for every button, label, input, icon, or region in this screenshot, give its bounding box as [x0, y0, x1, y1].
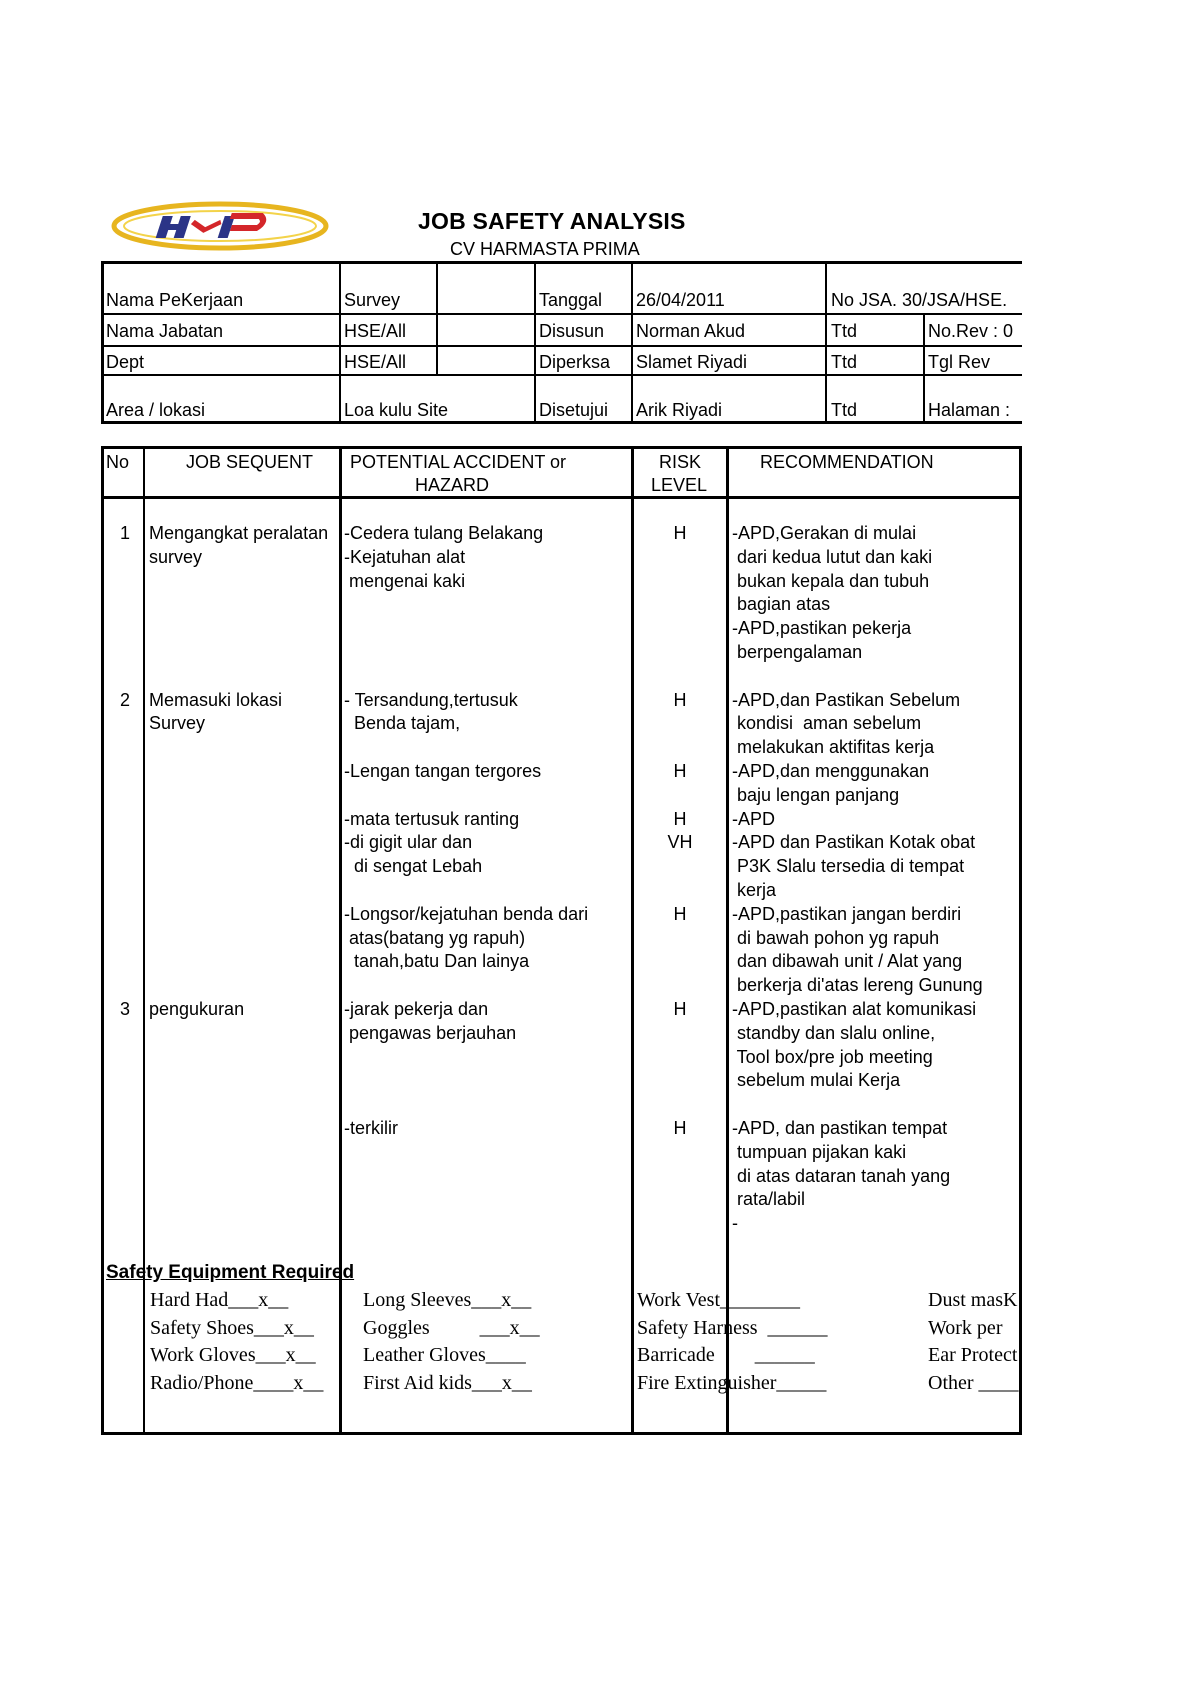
hazard-line: [344, 665, 588, 689]
risk-level-line: [634, 974, 726, 998]
no-column: [120, 522, 130, 1022]
hazard-line: [344, 784, 588, 808]
equipment-item: Fire Extinguisher_____: [637, 1371, 827, 1394]
job-sequence-line: [149, 808, 328, 832]
label-date: Tanggal: [539, 290, 603, 310]
no-line: [120, 617, 130, 641]
recommendation-line: di atas dataran tanah yang: [732, 1165, 951, 1186]
job-sequence-line: pengukuran: [149, 998, 245, 1019]
label-prepared-by: Disusun: [539, 321, 605, 341]
recommendation-line: standby dan slalu online,: [732, 1022, 936, 1043]
recommendation-line: -APD,dan menggunakan: [732, 760, 930, 781]
recommendation-line: Tool box/pre job meeting: [732, 1046, 933, 1067]
recommendation-line: dari kedua lutut dan kaki: [732, 546, 933, 567]
job-sequence-line: [149, 784, 328, 808]
recommendation-line: melakukan aktifitas kerja: [732, 737, 935, 758]
equipment-title: Safety Equipment Required: [106, 1262, 355, 1283]
risk-level-line: [634, 736, 726, 760]
risk-level-line: [634, 927, 726, 951]
job-sequence-line: [149, 831, 328, 855]
no-line: [120, 903, 130, 927]
equipment-column-1: [150, 1289, 323, 1399]
recommendation-line: -APD,pastikan alat komunikasi: [732, 998, 977, 1019]
equipment-item: Other ____: [928, 1371, 1019, 1394]
risk-level-line: [634, 1069, 726, 1093]
recommendation-line: -APD,dan Pastikan Sebelum: [732, 689, 961, 710]
recommendation-line: sebelum mulai Kerja: [732, 1070, 901, 1091]
no-line: [120, 879, 130, 903]
no-line: [120, 570, 130, 594]
recommendation-line: -APD,pastikan pekerja: [732, 618, 912, 639]
hazard-line: [344, 617, 588, 641]
value-area: Loa kulu Site: [344, 400, 449, 420]
recommendation-line: berpengalaman: [732, 641, 863, 662]
job-sequence-line: [149, 760, 328, 784]
risk-level-line: [634, 784, 726, 808]
no-line: [120, 760, 130, 784]
risk-level-line: [634, 617, 726, 641]
hazard-line: - Tersandung,tertusuk: [344, 689, 518, 710]
no-line: [120, 712, 130, 736]
recommendation-line: bagian atas: [732, 594, 831, 615]
job-sequence-line: Mengangkat peralatan: [149, 523, 329, 543]
signature-approved: Ttd: [831, 400, 858, 420]
no-line: [120, 855, 130, 879]
risk-column: [634, 522, 726, 1141]
hazard-line: Benda tajam,: [344, 713, 461, 734]
recommendation-line: -APD dan Pastikan Kotak obat: [732, 832, 976, 853]
column-recommendation: RECOMMENDATION: [760, 452, 934, 472]
no-line: [120, 831, 130, 855]
risk-level-line: H: [673, 689, 687, 710]
equipment-item: Goggles ___x__: [363, 1316, 540, 1339]
label-dept: Dept: [106, 352, 145, 372]
job-sequence-line: [149, 641, 328, 665]
equipment-column-3: [637, 1289, 828, 1399]
risk-level-line: [634, 712, 726, 736]
no-line: [120, 593, 130, 617]
hazard-line: -Longsor/kejatuhan benda dari: [344, 903, 589, 924]
no-line: 2: [120, 689, 131, 710]
recommendation-line: -: [732, 1213, 738, 1234]
risk-level-line: [634, 855, 726, 879]
hazard-line: -di gigit ular dan: [344, 832, 473, 853]
hazard-line: atas(batang yg rapuh): [344, 927, 526, 948]
page-number: Halaman :: [928, 400, 1011, 420]
no-line: [120, 974, 130, 998]
job-sequence-line: [149, 903, 328, 927]
revision-date: Tgl Rev: [928, 352, 991, 372]
value-checked-by: Slamet Riyadi: [636, 352, 748, 372]
recommendation-line: -APD,Gerakan di mulai: [732, 523, 917, 543]
label-approved-by: Disetujui: [539, 400, 609, 420]
risk-level-line: [634, 641, 726, 665]
job-sequence-line: Memasuki lokasi: [149, 689, 283, 710]
equipment-item: First Aid kids___x__: [363, 1371, 532, 1394]
job-sequence-line: [149, 927, 328, 951]
risk-level-line: [634, 546, 726, 570]
column-no: No: [106, 452, 130, 472]
risk-level-line: H: [673, 1117, 687, 1138]
recommendation-line: [732, 1093, 983, 1117]
recommendation-line: [732, 665, 983, 689]
risk-level-line: H: [673, 760, 687, 781]
no-line: 1: [120, 523, 131, 543]
company-name: CV HARMASTA PRIMA: [450, 239, 640, 259]
company-logo: [110, 200, 330, 252]
value-date: 26/04/2011: [636, 290, 725, 310]
revision-number: No.Rev : 0: [928, 321, 1014, 341]
risk-level-line: [634, 950, 726, 974]
hazard-line: di sengat Lebah: [344, 856, 483, 877]
recommendation-line: -APD: [732, 808, 776, 829]
recommendation-line: P3K Slalu tersedia di tempat: [732, 856, 965, 877]
label-job-name: Nama PeKerjaan: [106, 290, 244, 310]
value-dept: HSE/All: [344, 352, 407, 372]
risk-level-line: [634, 879, 726, 903]
hazard-line: [344, 1093, 588, 1117]
hazard-line: -jarak pekerja dan: [344, 998, 489, 1019]
risk-level-line: [634, 1093, 726, 1117]
equipment-item: Long Sleeves___x__: [363, 1289, 532, 1311]
job-sequence-line: [149, 665, 328, 689]
recommendation-line: kerja: [732, 879, 777, 900]
equipment-item: Hard Had___x__: [150, 1289, 289, 1311]
equipment-item: Dust masK: [928, 1289, 1018, 1311]
risk-level-line: H: [673, 903, 687, 924]
column-hazard-line2: HAZARD: [415, 475, 490, 495]
job-sequence-line: [149, 570, 328, 594]
equipment-item: Work Gloves___x__: [150, 1344, 316, 1366]
no-line: [120, 641, 130, 665]
column-job-sequence: JOB SEQUENT: [186, 452, 314, 472]
hazard-line: [344, 879, 588, 903]
equipment-item: Leather Gloves____: [363, 1344, 526, 1366]
no-line: [120, 736, 130, 760]
hazard-line: -mata tertusuk ranting: [344, 808, 520, 829]
column-risk-line1: RISK: [659, 452, 702, 472]
hazard-line: [344, 1046, 588, 1070]
equipment-item: Radio/Phone____x__: [150, 1371, 324, 1394]
job-sequence-line: [149, 950, 328, 974]
column-risk-line2: LEVEL: [651, 475, 708, 495]
job-sequence-line: [149, 855, 328, 879]
hazard-line: -terkilir: [344, 1117, 398, 1138]
no-line: [120, 950, 130, 974]
job-sequence-column: [149, 522, 328, 1022]
recommendation-line: rata/labil: [732, 1189, 806, 1210]
document-title: JOB SAFETY ANALYSIS: [418, 208, 686, 234]
hazard-line: pengawas berjauhan: [344, 1022, 517, 1043]
signature-prepared: Ttd: [831, 321, 858, 341]
recommendation-line: bukan kepala dan tubuh: [732, 570, 930, 591]
no-line: [120, 808, 130, 832]
signature-checked: Ttd: [831, 352, 858, 372]
job-sequence-line: [149, 617, 328, 641]
risk-level-line: H: [673, 998, 687, 1019]
job-sequence-line: [149, 974, 328, 998]
hazard-line: -Kejatuhan alat: [344, 546, 466, 567]
job-sequence-line: [149, 593, 328, 617]
recommendation-line: di bawah pohon yg rapuh: [732, 927, 940, 948]
no-line: [120, 546, 130, 570]
risk-level-line: [634, 593, 726, 617]
equipment-column-4: [928, 1289, 1024, 1399]
risk-level-line: H: [673, 808, 687, 829]
value-approved-by: Arik Riyadi: [636, 400, 723, 420]
hazard-line: tanah,batu Dan lainya: [344, 951, 530, 972]
risk-level-line: [634, 570, 726, 594]
hazard-line: mengenai kaki: [344, 570, 466, 591]
label-checked-by: Diperksa: [539, 352, 611, 372]
value-position: HSE/All: [344, 321, 407, 341]
hazard-line: [344, 641, 588, 665]
no-line: [120, 784, 130, 808]
hazard-line: [344, 1069, 588, 1093]
hazard-line: -Cedera tulang Belakang: [344, 523, 544, 543]
recommendation-line: berkerja di'atas lereng Gunung: [732, 975, 983, 996]
job-sequence-line: [149, 736, 328, 760]
hazard-line: [344, 593, 588, 617]
value-prepared-by: Norman Akud: [636, 321, 746, 341]
equipment-item: Ear Protect: [928, 1344, 1018, 1366]
equipment-item: Safety Shoes___x__: [150, 1316, 314, 1339]
equipment-item: Work Vest________: [637, 1289, 801, 1311]
recommendation-column: [732, 522, 983, 1236]
hazard-line: [344, 974, 588, 998]
risk-level-line: VH: [667, 832, 693, 853]
equipment-item: Safety Harness ______: [637, 1316, 828, 1339]
label-area: Area / lokasi: [106, 400, 206, 420]
job-sequence-line: [149, 879, 328, 903]
recommendation-line: baju lengan panjang: [732, 784, 900, 805]
equipment-item: Work per: [928, 1316, 1003, 1339]
label-position: Nama Jabatan: [106, 321, 224, 341]
value-job-name: Survey: [344, 290, 401, 310]
recommendation-line: -APD,pastikan jangan berdiri: [732, 903, 962, 924]
risk-level-line: [634, 665, 726, 689]
risk-level-line: H: [673, 523, 687, 543]
equipment-column-2: [363, 1289, 540, 1399]
job-sequence-line: Survey: [149, 713, 206, 734]
no-line: [120, 665, 130, 689]
recommendation-line: kondisi aman sebelum: [732, 713, 922, 734]
jsa-number: No JSA. 30/JSA/HSE.: [831, 290, 1008, 310]
risk-level-line: [634, 1046, 726, 1070]
no-line: 3: [120, 998, 131, 1019]
hazard-line: [344, 736, 588, 760]
recommendation-line: dan dibawah unit / Alat yang: [732, 951, 963, 972]
job-sequence-line: survey: [149, 546, 203, 567]
no-line: [120, 927, 130, 951]
hazard-line: -Lengan tangan tergores: [344, 760, 542, 781]
risk-level-line: [634, 1022, 726, 1046]
column-hazard-line1: POTENTIAL ACCIDENT or: [350, 452, 567, 472]
recommendation-line: tumpuan pijakan kaki: [732, 1141, 907, 1162]
hazard-column: [344, 522, 588, 1141]
recommendation-line: -APD, dan pastikan tempat: [732, 1117, 948, 1138]
equipment-item: Barricade ______: [637, 1344, 815, 1366]
